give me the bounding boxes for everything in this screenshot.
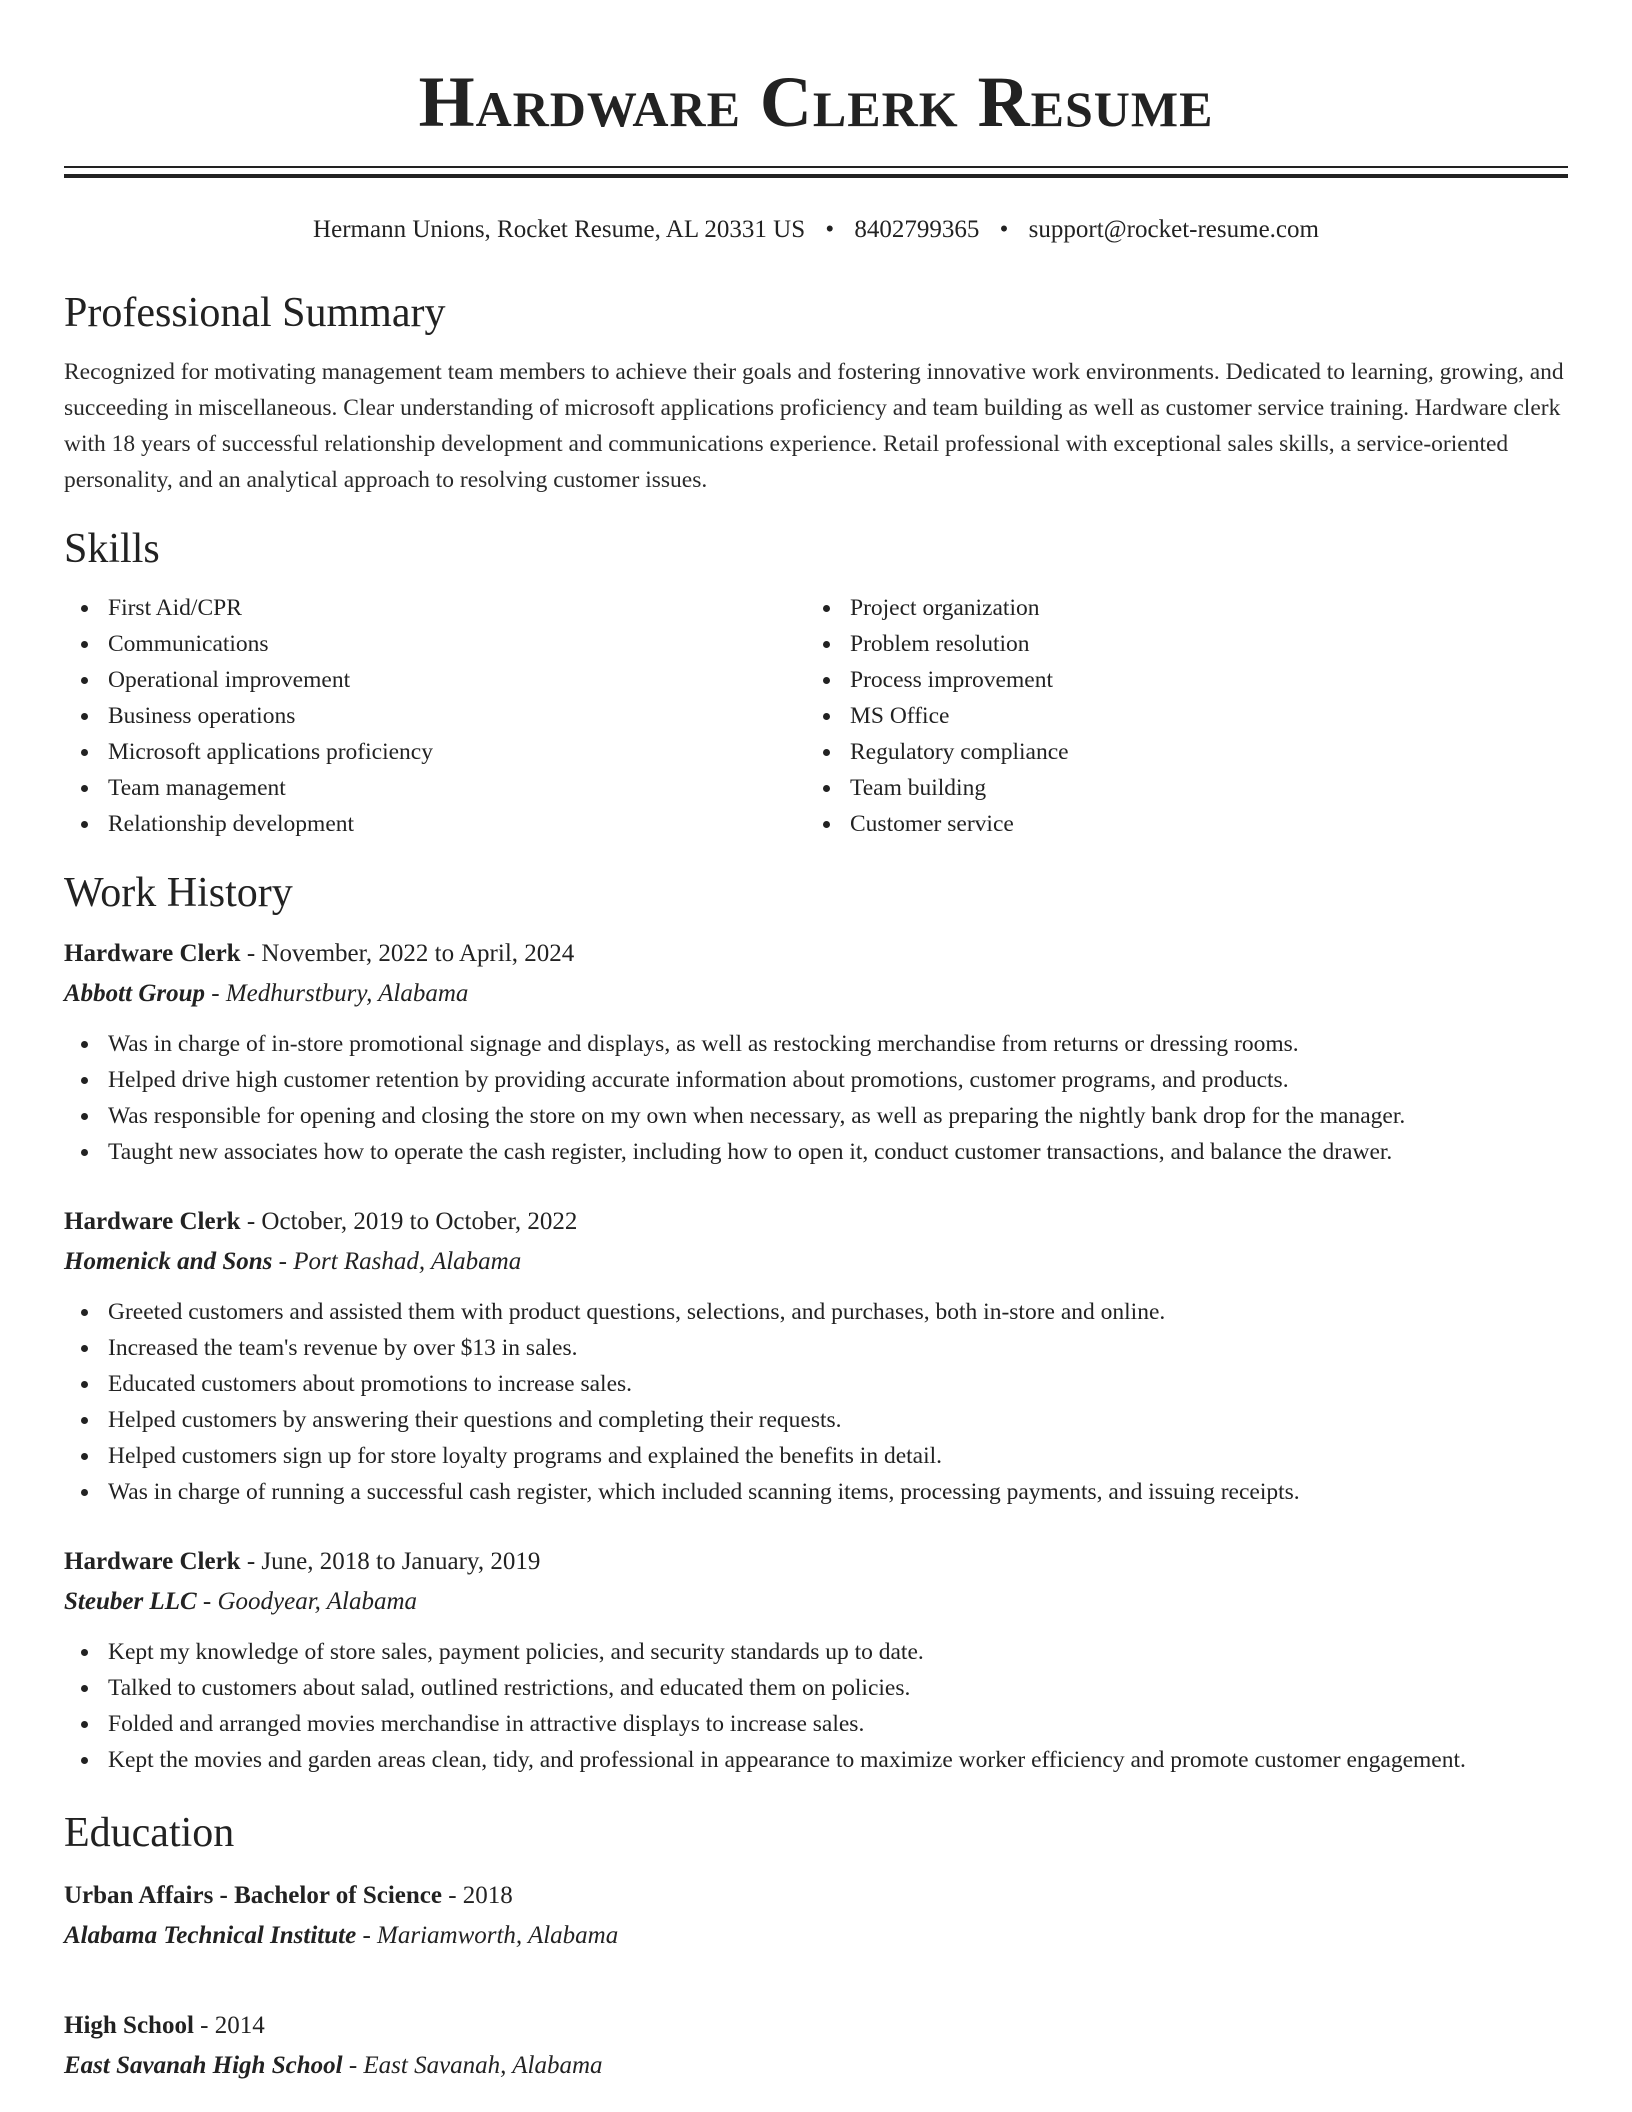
job-bullet: Educated customers about promotions to increase sales. bbox=[64, 1366, 1568, 1402]
job-bullet: Folded and arranged movies merchandise in attractive displays to increase sales. bbox=[64, 1706, 1568, 1742]
job-bullet: Kept the movies and garden areas clean, tidy, and professional in appearance to maximize worker efficiency and promote customer engagement. bbox=[64, 1742, 1568, 1778]
work-history-section bbox=[64, 868, 1568, 1778]
job-title-line bbox=[64, 1544, 1568, 1580]
job-bullet: Helped customers by answering their questions and completing their requests. bbox=[64, 1402, 1568, 1438]
job-dates: - October, 2019 to October, 2022 bbox=[240, 1208, 578, 1235]
skill-item: Communications bbox=[64, 626, 806, 662]
job-company-line bbox=[64, 976, 1568, 1012]
skill-item: Team management bbox=[64, 770, 806, 806]
summary-heading: Professional Summary bbox=[64, 290, 446, 336]
job-location: - Port Rashad, Alabama bbox=[272, 1248, 522, 1275]
education-degree: High School bbox=[64, 2012, 194, 2039]
job-bullet: Helped drive high customer retention by providing accurate information about promotions, customer programs, and products. bbox=[64, 1062, 1568, 1098]
job-bullet: Increased the team's revenue by over $13 in sales. bbox=[64, 1330, 1568, 1366]
job-bullet: Kept my knowledge of store sales, payment policies, and security standards up to date. bbox=[64, 1634, 1568, 1670]
job-bullet: Greeted customers and assisted them with product questions, selections, and purchases, both in-store and online. bbox=[64, 1294, 1568, 1330]
job-company-line bbox=[64, 1584, 1568, 1620]
job-location: - Medhurstbury, Alabama bbox=[205, 980, 469, 1007]
summary-text: Recognized for motivating management team members to achieve their goals and fostering innovative work environments. Dedicated to learning, growing, and succeeding in miscellaneous. Clear understanding of microsoft applications proficiency and team building as well as customer service training. Hardware clerk with 18 years of successful relationship development and communications experience. Retail professional with exceptional sales skills, a service-oriented personality, and an analytical approach to resolving customer issues. bbox=[64, 359, 1564, 493]
education-school-line bbox=[64, 1918, 1568, 1954]
education-degree: Urban Affairs - Bachelor of Science bbox=[64, 1882, 442, 1909]
education-entry bbox=[64, 2008, 1568, 2084]
job-company: Homenick and Sons bbox=[64, 1248, 273, 1275]
education-location: - Mariamworth, Alabama bbox=[356, 1922, 619, 1949]
skill-item: Team building bbox=[806, 770, 1548, 806]
skill-item: Process improvement bbox=[806, 662, 1548, 698]
divider-line-thick bbox=[64, 174, 1568, 178]
job-entry bbox=[64, 936, 1568, 1170]
education-heading: Education bbox=[64, 1810, 235, 1856]
job-bullets bbox=[64, 1634, 1568, 1778]
job-company: Abbott Group bbox=[64, 980, 206, 1007]
job-company: Steuber LLC bbox=[64, 1588, 197, 1615]
skill-item: Customer service bbox=[806, 806, 1548, 842]
education-year: - 2018 bbox=[441, 1882, 513, 1909]
skills-section bbox=[64, 524, 1568, 842]
contact-separator: • bbox=[999, 216, 1009, 243]
education-entry bbox=[64, 1878, 1568, 1954]
skill-item: MS Office bbox=[806, 698, 1548, 734]
work-history-heading: Work History bbox=[64, 870, 293, 916]
skill-item: Regulatory compliance bbox=[806, 734, 1548, 770]
education-year: - 2014 bbox=[193, 2012, 265, 2039]
job-bullets bbox=[64, 1294, 1568, 1510]
job-title: Hardware Clerk bbox=[64, 1208, 241, 1235]
resume-title: Hardware Clerk Resume bbox=[418, 62, 1214, 142]
divider-line-thin bbox=[64, 166, 1568, 168]
contact-phone: 8402799365 bbox=[854, 216, 980, 243]
job-location: - Goodyear, Alabama bbox=[196, 1588, 418, 1615]
education-school: East Savanah High School bbox=[64, 2052, 343, 2079]
job-bullet: Was in charge of running a successful cash register, which included scanning items, processing payments, and issuing receipts. bbox=[64, 1474, 1568, 1510]
job-dates: - November, 2022 to April, 2024 bbox=[240, 940, 575, 967]
skills-heading: Skills bbox=[64, 526, 160, 572]
job-bullet: Helped customers sign up for store loyalty programs and explained the benefits in detail. bbox=[64, 1438, 1568, 1474]
job-title-line bbox=[64, 936, 1568, 972]
job-company-line bbox=[64, 1244, 1568, 1280]
job-bullet: Talked to customers about salad, outlined restrictions, and educated them on policies. bbox=[64, 1670, 1568, 1706]
job-title-line bbox=[64, 1204, 1568, 1240]
summary-section bbox=[64, 288, 1568, 498]
job-entry bbox=[64, 1204, 1568, 1510]
education-school-line bbox=[64, 2048, 1568, 2084]
skill-item: Business operations bbox=[64, 698, 806, 734]
contact-email: support@rocket-resume.com bbox=[1028, 216, 1319, 243]
job-bullet: Was in charge of in-store promotional signage and displays, as well as restocking merchandise from returns or dressing rooms. bbox=[64, 1026, 1568, 1062]
job-dates: - June, 2018 to January, 2019 bbox=[240, 1548, 541, 1575]
skills-columns bbox=[64, 590, 1568, 842]
job-bullet: Was responsible for opening and closing the store on my own when necessary, as well as preparing the nightly bank drop for the manager. bbox=[64, 1098, 1568, 1134]
education-degree-line bbox=[64, 2008, 1568, 2044]
skill-item: Problem resolution bbox=[806, 626, 1548, 662]
skills-list-left bbox=[64, 590, 806, 842]
skill-item: Relationship development bbox=[64, 806, 806, 842]
contact-line bbox=[64, 214, 1568, 246]
education-degree-line bbox=[64, 1878, 1568, 1914]
job-entry bbox=[64, 1544, 1568, 1778]
education-school: Alabama Technical Institute bbox=[64, 1922, 357, 1949]
job-title: Hardware Clerk bbox=[64, 940, 241, 967]
skill-item: First Aid/CPR bbox=[64, 590, 806, 626]
job-title: Hardware Clerk bbox=[64, 1548, 241, 1575]
skill-item: Microsoft applications proficiency bbox=[64, 734, 806, 770]
job-bullet: Taught new associates how to operate the cash register, including how to open it, conduct customer transactions, and balance the drawer. bbox=[64, 1134, 1568, 1170]
education-section bbox=[64, 1808, 1568, 2084]
contact-address: Hermann Unions, Rocket Resume, AL 20331 US bbox=[313, 216, 806, 243]
title-divider bbox=[64, 166, 1568, 178]
skill-item: Project organization bbox=[806, 590, 1548, 626]
contact-separator: • bbox=[825, 216, 835, 243]
skill-item: Operational improvement bbox=[64, 662, 806, 698]
skills-list-right bbox=[806, 590, 1548, 842]
education-location: - East Savanah, Alabama bbox=[342, 2052, 603, 2079]
job-bullets bbox=[64, 1026, 1568, 1170]
